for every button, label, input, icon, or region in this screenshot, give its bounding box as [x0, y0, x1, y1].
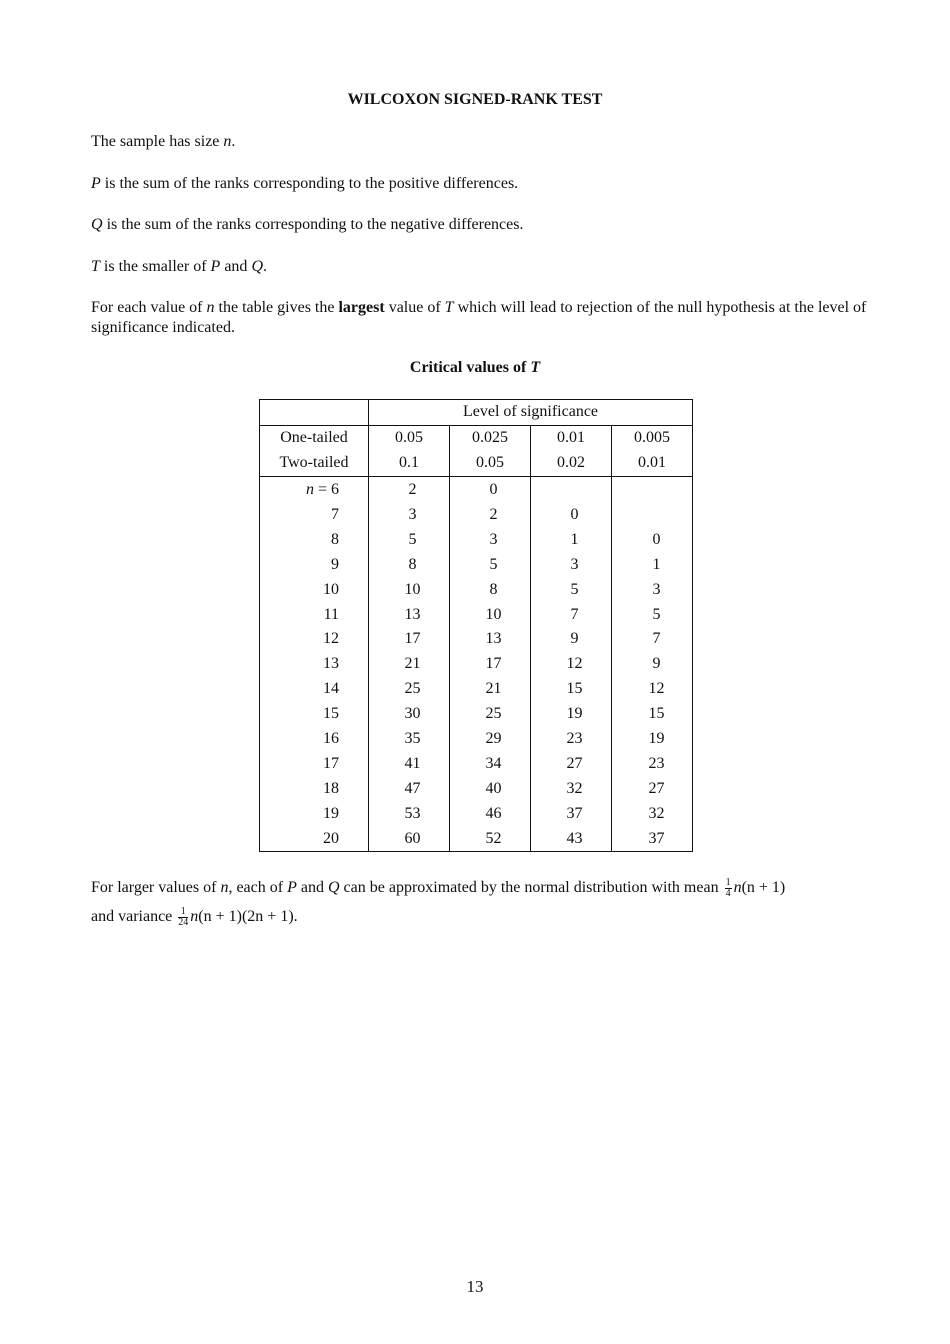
variance-expression: (n + 1)(2n + 1): [198, 908, 294, 925]
table-explanation: For each value of n the table gives the largest value of T which will lead to rejection of the null hypothesis at the level of significance indicated.: [91, 299, 867, 336]
critical-value-cell: 3: [369, 503, 450, 528]
critical-value-cell: 27: [648, 779, 665, 797]
critical-value-cell: 27: [531, 751, 612, 776]
critical-value-cell: 15: [531, 677, 612, 702]
two-tailed-level: 0.02: [531, 451, 612, 476]
critical-value-cell: 7: [652, 630, 661, 648]
one-tailed-level: 0.025: [450, 425, 531, 450]
critical-value-cell: 5: [652, 605, 661, 623]
one-tailed-level: 0.05: [369, 425, 450, 450]
critical-value-cell: [612, 476, 693, 502]
critical-value-cell: 2: [450, 503, 531, 528]
critical-value-cell: 9: [531, 627, 612, 652]
critical-value-cell: 30: [369, 702, 450, 727]
one-tailed-label: One-tailed: [260, 425, 369, 450]
critical-value-cell: 9: [652, 655, 661, 673]
critical-value-cell: 23: [648, 754, 665, 772]
footer-line-1: For larger values of n, each of P and Q can be approximated by the normal distribution with mean $\frac{1}{4}$ n(n + 1): [91, 876, 786, 899]
critical-value-cell: 46: [450, 801, 531, 826]
critical-value-cell: 35: [369, 727, 450, 752]
variance-fraction: $\frac{1}{24}$: [178, 905, 189, 928]
critical-value-cell: 2: [369, 476, 450, 502]
one-tailed-row: [260, 425, 693, 450]
sample-size-cell: 8: [260, 527, 369, 552]
critical-value-cell: 3: [531, 552, 612, 577]
critical-value-cell: 43: [531, 826, 612, 851]
critical-value-cell: 0: [450, 476, 531, 502]
two-tailed-label: Two-tailed: [260, 451, 369, 476]
table-row: [260, 677, 693, 702]
mean-fraction: $\frac{1}{4}$: [725, 876, 731, 899]
sample-size-cell: 13: [260, 652, 369, 677]
table-row: [260, 826, 693, 851]
sample-size-cell: n = 6: [260, 476, 369, 502]
sample-size-cell: 11: [260, 602, 369, 627]
critical-value-cell: 8: [450, 577, 531, 602]
sample-size-cell: 12: [260, 627, 369, 652]
table-row: [260, 552, 693, 577]
critical-value-cell: 40: [450, 776, 531, 801]
table-row: [260, 476, 693, 502]
critical-value-cell: 10: [369, 577, 450, 602]
critical-value-cell: 52: [450, 826, 531, 851]
critical-value-cell: 29: [450, 727, 531, 752]
critical-value-cell: 10: [450, 602, 531, 627]
critical-value-cell: 23: [531, 727, 612, 752]
sample-size-cell: 14: [260, 677, 369, 702]
level-of-significance-header: Level of significance: [369, 400, 693, 426]
page-number: 13: [466, 1277, 484, 1296]
critical-value-cell: 32: [531, 776, 612, 801]
critical-value-cell: 21: [450, 677, 531, 702]
critical-value-cell: 12: [531, 652, 612, 677]
header-empty-cell: [260, 400, 369, 426]
table-row: [260, 751, 693, 776]
mean-expression-n: n: [733, 879, 742, 896]
sample-size-cell: 19: [260, 801, 369, 826]
sample-size-cell: 10: [260, 577, 369, 602]
critical-value-cell: 8: [369, 552, 450, 577]
table-row: [260, 727, 693, 752]
two-tailed-level: 0.05: [450, 451, 531, 476]
variance-expression-n: n: [190, 908, 199, 925]
critical-value-cell: 13: [450, 627, 531, 652]
critical-value-cell: 19: [531, 702, 612, 727]
table-row: [260, 577, 693, 602]
sample-size-cell: 16: [260, 727, 369, 752]
sample-size-statement: The sample has size n.: [91, 133, 236, 150]
one-tailed-level: 0.01: [531, 425, 612, 450]
critical-value-cell: 7: [531, 602, 612, 627]
mean-expression: (n + 1): [741, 879, 786, 896]
critical-value-cell: 5: [531, 577, 612, 602]
critical-values-table: [259, 399, 693, 852]
critical-value-cell: 5: [450, 552, 531, 577]
normal-approximation-note: [91, 873, 891, 931]
critical-value-cell: 37: [531, 801, 612, 826]
table-caption: Critical values of T: [409, 359, 541, 376]
critical-value-cell: 60: [369, 826, 450, 851]
sample-size-cell: 15: [260, 702, 369, 727]
critical-value-cell: 53: [369, 801, 450, 826]
table-row: [260, 776, 693, 801]
page-title: WILCOXON SIGNED-RANK TEST: [347, 91, 603, 108]
critical-value-cell: 21: [369, 652, 450, 677]
critical-value-cell: 19: [648, 730, 665, 748]
table-row: [260, 503, 693, 528]
two-tailed-row: [260, 451, 693, 476]
critical-value-cell: 0: [652, 530, 661, 548]
critical-value-cell: 12: [648, 680, 665, 698]
table-row: [260, 801, 693, 826]
critical-value-cell: 1: [652, 555, 661, 573]
sample-size-cell: 7: [260, 503, 369, 528]
critical-value-cell: 47: [369, 776, 450, 801]
critical-value-cell: 3: [450, 527, 531, 552]
critical-value-cell: 37: [648, 829, 665, 847]
critical-value-cell: 17: [369, 627, 450, 652]
critical-value-cell: [612, 503, 693, 528]
one-tailed-level: 0.005: [634, 429, 670, 447]
sample-size-cell: 17: [260, 751, 369, 776]
critical-value-cell: 15: [648, 705, 665, 723]
critical-value-cell: 1: [531, 527, 612, 552]
table-header-row: [260, 400, 693, 426]
critical-value-cell: 0: [531, 503, 612, 528]
critical-value-cell: 5: [369, 527, 450, 552]
footer-line-2: and variance $\frac{1}{24}$ n(n + 1)(2n + 1).: [91, 905, 298, 928]
p-definition: P is the sum of the ranks corresponding to the positive differences.: [91, 175, 519, 192]
t-definition: T is the smaller of P and Q.: [91, 258, 267, 275]
critical-value-cell: 25: [450, 702, 531, 727]
two-tailed-level: 0.01: [612, 451, 693, 476]
critical-value-cell: 41: [369, 751, 450, 776]
q-definition: Q is the sum of the ranks corresponding to the negative differences.: [91, 216, 524, 233]
critical-value-cell: 3: [652, 580, 661, 598]
critical-value-cell: 25: [369, 677, 450, 702]
two-tailed-level: 0.1: [369, 451, 450, 476]
critical-value-cell: 34: [450, 751, 531, 776]
sample-size-cell: 9: [260, 552, 369, 577]
table-row: [260, 627, 693, 652]
critical-value-cell: 32: [648, 804, 665, 822]
table-row: [260, 652, 693, 677]
table-row: [260, 527, 693, 552]
sample-size-cell: 20: [260, 826, 369, 851]
critical-value-cell: [531, 476, 612, 502]
sample-size-cell: 18: [260, 776, 369, 801]
table-row: [260, 602, 693, 627]
critical-value-cell: 17: [450, 652, 531, 677]
critical-value-cell: 13: [369, 602, 450, 627]
table-row: [260, 702, 693, 727]
